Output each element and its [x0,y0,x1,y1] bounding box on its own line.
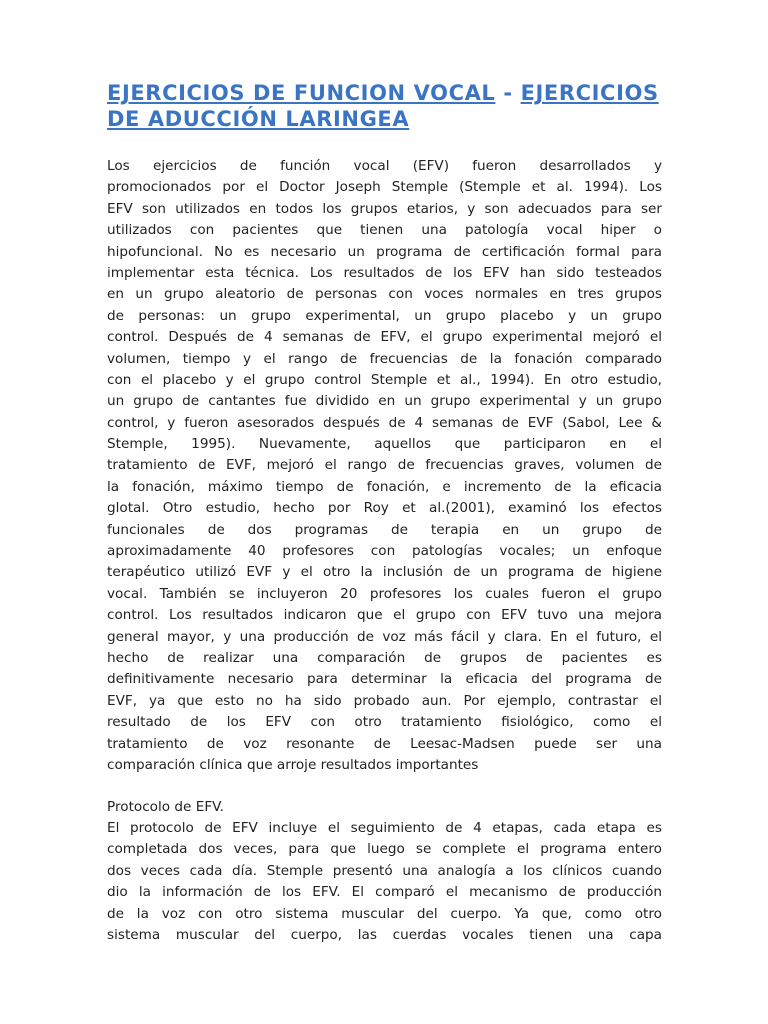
paragraph-line: resultado de los EFV con otro tratamiento fisiológico, como el [107,714,662,731]
paragraph-line: control. Después de 4 semanas de EFV, el grupo experimental mejoró el [107,329,662,346]
paragraph-line: control. Los resultados indicaron que el grupo con EFV tuvo una mejora [107,607,662,624]
paragraph-line: general mayor, y una producción de voz más fácil y clara. En el futuro, el [107,628,662,645]
title-separator: - [495,81,521,105]
paragraph-line: utilizados con pacientes que tienen una patología vocal hiper o [107,222,662,239]
paragraph-line: completada dos veces, para que luego se complete el programa entero [107,841,662,858]
paragraph-protocol [107,818,662,946]
paragraph-line: volumen, tiempo y el rango de frecuencias de la fonación comparado [107,350,662,367]
paragraph-line: comparación clínica que arroje resultados importantes [107,756,479,773]
paragraph-line: Stemple, 1995). Nuevamente, aquellos que participaron en el [107,436,662,453]
paragraph-line: promocionados por el Doctor Joseph Stemple (Stemple et al. 1994). Los [107,179,662,196]
paragraph-line: tratamiento de voz resonante de Leesac-Madsen puede ser una [107,735,662,752]
paragraph-line: terapéutico utilizó EVF y el otro la inclusión de un programa de higiene [107,564,662,581]
paragraph-line: El protocolo de EFV incluye el seguimiento de 4 etapas, cada etapa es [107,820,662,836]
paragraph-line: hecho de realizar una comparación de grupos de pacientes es [107,649,662,666]
paragraph-line: dos veces cada día. Stemple presentó una analogía a los clínicos cuando [107,862,662,879]
paragraph-line: sistema muscular del cuerpo, las cuerdas vocales tienen una capa [107,926,662,943]
paragraph-line: glotal. Otro estudio, hecho por Roy et al.(2001), examinó los efectos [107,500,662,517]
paragraph-line: un grupo de cantantes fue dividido en un grupo experimental y un grupo [107,393,662,410]
paragraph-intro [107,156,662,776]
document-title [107,80,667,132]
title-link-aduccion-laringea[interactable]: EJERCICIOS DE ADUCCIÓN LARINGEA [107,81,659,131]
section-heading-protocolo: Protocolo de EFV. [107,799,225,815]
paragraph-line: aproximadamente 40 profesores con patologías vocales; un enfoque [107,543,662,560]
paragraph-line: vocal. También se incluyeron 20 profesores los cuales fueron el grupo [107,585,662,602]
paragraph-line: implementar esta técnica. Los resultados de los EFV han sido testeados [107,264,662,281]
paragraph-line: dio la información de los EFV. El comparó el mecanismo de producción [107,884,662,901]
paragraph-line: con el placebo y el grupo control Stemple et al., 1994). En otro estudio, [107,371,662,388]
paragraph-line: la fonación, máximo tiempo de fonación, e incremento de la eficacia [107,478,662,495]
paragraph-line: funcionales de dos programas de terapia en un grupo de [107,521,662,538]
paragraph-line: control, y fueron asesorados después de 4 semanas de EVF (Sabol, Lee & [107,414,662,431]
title-link-funcion-vocal[interactable]: EJERCICIOS DE FUNCION VOCAL [107,81,496,105]
paragraph-line: EFV son utilizados en todos los grupos etarios, y son adecuados para ser [107,200,662,217]
paragraph-line: de personas: un grupo experimental, un grupo placebo y un grupo [107,307,662,324]
paragraph-line: de la voz con otro sistema muscular del cuerpo. Ya que, como otro [107,905,662,922]
paragraph-line: en un grupo aleatorio de personas con voces normales en tres grupos [107,286,662,303]
paragraph-line: Los ejercicios de función vocal (EFV) fueron desarrollados y [107,158,662,174]
paragraph-line: hipofuncional. No es necesario un programa de certificación formal para [107,243,662,260]
paragraph-line: EVF, ya que esto no ha sido probado aun. Por ejemplo, contrastar el [107,692,662,709]
paragraph-line: tratamiento de EVF, mejoró el rango de frecuencias graves, volumen de [107,457,662,474]
paragraph-line: definitivamente necesario para determinar la eficacia del programa de [107,671,662,688]
